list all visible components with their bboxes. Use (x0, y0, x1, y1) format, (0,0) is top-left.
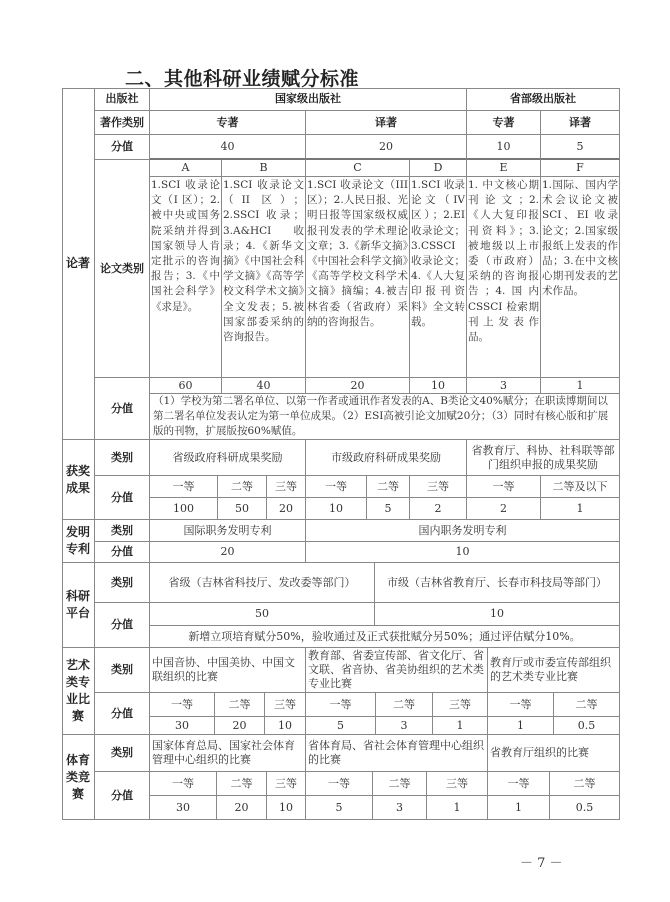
row-label-paper-category: 论文类别 (95, 160, 150, 378)
award-score-3: 10 (306, 498, 367, 520)
sport-grade-4: 二等 (373, 772, 427, 796)
art-score-6: 1 (488, 717, 554, 735)
art-grade-4: 二等 (376, 693, 433, 717)
work-type-3: 译著 (541, 111, 620, 135)
row-label-patent-category: 类别 (95, 520, 150, 542)
sport-score-1: 20 (217, 796, 267, 820)
paper-grade-letter-4: E (467, 160, 541, 177)
work-score-2: 10 (467, 135, 541, 160)
award-score-6: 2 (467, 498, 541, 520)
award-grade-0: 一等 (150, 476, 218, 498)
paper-score-0: 60 (150, 378, 222, 394)
patent-category-1: 国内职务发明专利 (306, 520, 620, 542)
sport-score-5: 1 (427, 796, 488, 820)
art-grade-2: 三等 (265, 693, 306, 717)
art-grade-7: 二等 (554, 693, 620, 717)
paper-grade-letter-2: C (306, 160, 410, 177)
award-grade-2: 三等 (267, 476, 306, 498)
sport-category-1: 省体育局、省社会体育管理中心组织的比赛 (306, 735, 488, 772)
art-grade-0: 一等 (150, 693, 215, 717)
paper-score-2: 20 (306, 378, 410, 394)
paper-grade-description-0: 1.SCI 收录论文（I 区）；2. 被中央或国务院采纳并得到国家领导人肯定批示的咨询报告；3.《中国社会科学》《求是》。 (150, 177, 222, 378)
art-score-1: 20 (215, 717, 265, 735)
art-score-3: 5 (306, 717, 376, 735)
award-grade-1: 二等 (218, 476, 267, 498)
row-label-award-category: 类别 (95, 440, 150, 476)
publisher-national: 国家级出版社 (150, 88, 467, 111)
page-number: － 7 － (520, 856, 563, 871)
work-type-1: 译著 (306, 111, 467, 135)
section-label-platforms: 科研平台 (62, 563, 95, 648)
award-score-5: 2 (410, 498, 467, 520)
sport-score-7: 0.5 (550, 796, 620, 820)
platform-score-note: 新增立项培育赋分50%，验收通过及正式获批赋分另50%；通过评估赋分10%。 (150, 626, 620, 648)
row-label-art-category: 类别 (95, 648, 150, 693)
art-grade-6: 一等 (488, 693, 554, 717)
paper-grade-letter-0: A (150, 160, 222, 177)
work-score-3: 5 (541, 135, 620, 160)
paper-grade-description-3: 1.SCI 收录论文（IV 区）；2.EI 收录论文；3.CSSCI 收录论文；4.《人大复印报刊资料》全文转载。 (410, 177, 467, 378)
page-title: 二、其他科研业绩赋分标准 (125, 68, 360, 90)
paper-score-1: 40 (222, 378, 306, 394)
section-label-publications: 论著 (62, 88, 95, 440)
award-grade-5: 三等 (410, 476, 467, 498)
art-grade-1: 二等 (215, 693, 265, 717)
paper-score-3: 10 (410, 378, 467, 394)
award-score-2: 20 (267, 498, 306, 520)
art-score-2: 10 (265, 717, 306, 735)
award-category-0: 省级政府科研成果奖励 (150, 440, 306, 476)
award-score-1: 50 (218, 498, 267, 520)
award-score-0: 100 (150, 498, 218, 520)
award-category-1: 市级政府科研成果奖励 (306, 440, 467, 476)
sport-category-2: 省教育厅组织的比赛 (488, 735, 620, 772)
sport-score-6: 1 (488, 796, 550, 820)
art-grade-3: 一等 (306, 693, 376, 717)
art-category-0: 中国音协、中国美协、中国文联组织的比赛 (150, 648, 306, 693)
paper-grade-description-1: 1.SCI 收录论文（II 区）；2.SSCI 收录；3.A&HCI 收录；4.《新华文摘》《中国社会科学文摘》《高等学校文科学术文摘》全文发表；5.被国家部委采纳的咨询报告。 (222, 177, 306, 378)
award-grade-4: 二等 (367, 476, 410, 498)
award-grade-7: 二等及以下 (541, 476, 620, 498)
paper-grade-description-4: 1. 中文核心期刊论文；2.《人大复印报刊资料》；3. 被地级以上市委（市政府）采纳的咨询报告；4.国内CSSCI 检索期刊上发表作品。 (467, 177, 541, 378)
award-category-2: 省教育厅、科协、社科联等部门组织申报的成果奖励 (467, 440, 620, 476)
platform-category-1: 市级（吉林省教育厅、长春市科技局等部门） (375, 563, 620, 603)
award-grade-6: 一等 (467, 476, 541, 498)
sport-grade-3: 一等 (306, 772, 373, 796)
art-score-7: 0.5 (554, 717, 620, 735)
sport-score-4: 3 (373, 796, 427, 820)
work-score-1: 20 (306, 135, 467, 160)
row-label-sport-category: 类别 (95, 735, 150, 772)
platform-category-0: 省级（吉林省科技厅、发改委等部门） (150, 563, 375, 603)
award-score-4: 5 (367, 498, 410, 520)
section-label-sports: 体育类竞赛 (62, 735, 95, 820)
row-label-sport-score: 分值 (95, 772, 150, 820)
sport-grade-6: 一等 (488, 772, 550, 796)
row-label-publisher: 出版社 (95, 88, 150, 111)
section-label-awards: 获奖成果 (62, 440, 95, 520)
row-label-art-score: 分值 (95, 693, 150, 735)
art-score-0: 30 (150, 717, 215, 735)
patent-category-0: 国际职务发明专利 (150, 520, 306, 542)
row-label-work-type: 著作类别 (95, 111, 150, 135)
paper-grade-description-5: 1.国际、国内学术会议论文被 SCI、EI 收录论文；2.国家级报纸上发表的作品；3.在中文核心期刊发表的艺术作品。 (541, 177, 620, 378)
row-label-paper-score: 分值 (95, 378, 150, 440)
work-type-0: 专著 (150, 111, 306, 135)
sport-grade-5: 三等 (427, 772, 488, 796)
sport-grade-7: 二等 (550, 772, 620, 796)
sport-category-0: 国家体育总局、国家社会体育管理中心组织的比赛 (150, 735, 306, 772)
patent-score-1: 10 (306, 542, 620, 563)
art-category-1: 教育部、省委宣传部、省文化厅、省文联、省音协、省美协组织的艺术类专业比赛 (306, 648, 488, 693)
award-score-7: 1 (541, 498, 620, 520)
sport-grade-1: 二等 (217, 772, 267, 796)
row-label-patent-score: 分值 (95, 542, 150, 563)
section-label-arts: 艺术类专业比赛 (62, 648, 95, 735)
sport-grade-2: 三等 (267, 772, 306, 796)
work-score-0: 40 (150, 135, 306, 160)
row-label-award-score: 分值 (95, 476, 150, 520)
paper-grade-description-2: 1.SCI 收录论文（III 区）；2.人民日报、光明日报等国家级权威报刊发表的学术理论文章；3.《新华文摘》《中国社会科学文摘》《高等学校文科学术文摘》摘编；4.被吉林省委（省政府）采纳的咨询报告。 (306, 177, 410, 378)
sport-score-3: 5 (306, 796, 373, 820)
row-label-platform-category: 类别 (95, 563, 150, 603)
platform-score-1: 10 (375, 603, 620, 626)
sport-grade-0: 一等 (150, 772, 217, 796)
row-label-platform-score: 分值 (95, 603, 150, 648)
sport-score-2: 10 (267, 796, 306, 820)
row-label-score: 分值 (95, 135, 150, 160)
paper-score-note: （1）学校为第二署名单位、以第一作者或通讯作者发表的A、B类论文40%赋分；在职读博期间以第二署名单位发表认定为第一单位成果。（2）ESI高被引论文加赋20分；（3）同时有核心版和扩展版的刊物，扩展版按60%赋值。 (150, 394, 620, 440)
art-grade-5: 三等 (433, 693, 488, 717)
platform-score-0: 50 (150, 603, 375, 626)
art-score-5: 1 (433, 717, 488, 735)
paper-score-4: 3 (467, 378, 541, 394)
paper-grade-letter-5: F (541, 160, 620, 177)
art-category-2: 教育厅或市委宣传部组织的艺术类专业比赛 (488, 648, 620, 693)
paper-grade-letter-3: D (410, 160, 467, 177)
sport-score-0: 30 (150, 796, 217, 820)
work-type-2: 专著 (467, 111, 541, 135)
publisher-provincial: 省部级出版社 (467, 88, 620, 111)
award-grade-3: 一等 (306, 476, 367, 498)
paper-score-5: 1 (541, 378, 620, 394)
patent-score-0: 20 (150, 542, 306, 563)
section-label-patents: 发明专利 (62, 520, 95, 563)
art-score-4: 3 (376, 717, 433, 735)
paper-grade-letter-1: B (222, 160, 306, 177)
